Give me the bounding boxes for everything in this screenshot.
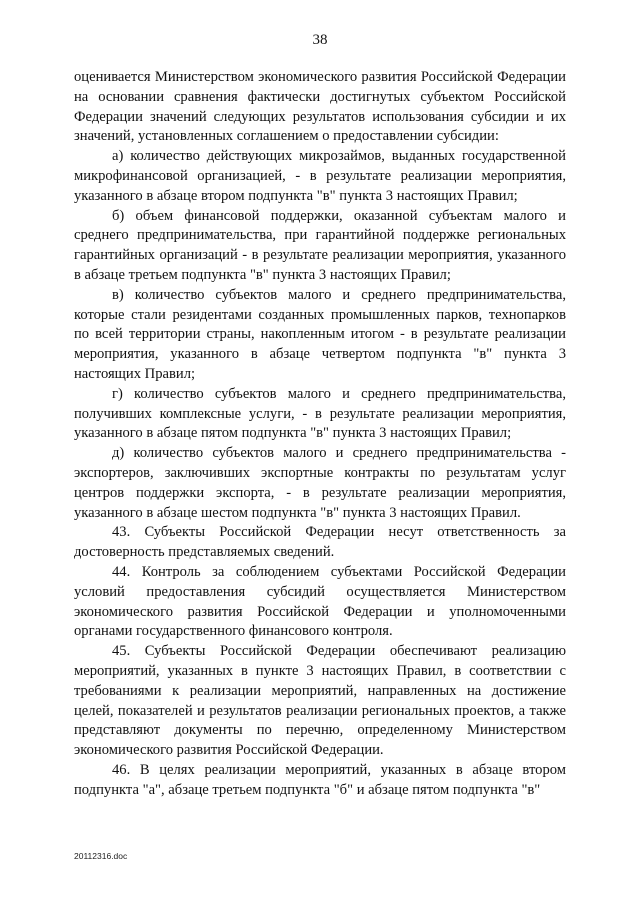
paragraph-clause-46: 46. В целях реализации мероприятий, указанных в абзаце втором подпункта "а", абзаце третьем подпункта "б" и абзаце пятом подпункта "в" <box>74 761 566 798</box>
document-body <box>74 68 566 800</box>
paragraph-item-a: а) количество действующих микрозаймов, выданных государственной микрофинансовой организацией, - в результате реализации мероприятия, указанного в абзаце втором подпункта "в" пункта 3 настоящих Правил; <box>74 148 566 204</box>
paragraph-item-d: д) количество субъектов малого и среднего предпринимательства - экспортеров, заключивших экспортные контракты по результатам услуг центров поддержки экспорта, - в результате реализации мероприятия, указанного в абзаце шестом подпункта "в" пункта 3 настоящих Правил. <box>74 445 566 521</box>
page-number: 38 <box>312 32 328 48</box>
paragraph-clause-43: 43. Субъекты Российской Федерации несут ответственность за достоверность представляемых сведений. <box>74 524 566 561</box>
file-name-footer: 20112316.doc <box>74 851 128 861</box>
paragraph-clause-45: 45. Субъекты Российской Федерации обеспечивают реализацию мероприятий, указанных в пункте 3 настоящих Правил, в соответствии с требованиями к реализации мероприятий, направленных на достижение целей, показателей и результатов реализации региональных проектов, а также представляют документы по перечню, определенному Министерством экономического развития Российской Федерации. <box>74 643 566 759</box>
paragraph-intro: оценивается Министерством экономического развития Российской Федерации на основании сравнения фактически достигнутых субъектом Российской Федерации значений следующих результатов использования субсидии и их значений, установленных соглашением о предоставлении субсидии: <box>74 69 566 145</box>
paragraph-item-v: в) количество субъектов малого и среднего предпринимательства, которые стали резидентами созданных промышленных парков, технопарков по всей территории страны, накопленным итогом - в результате реализации мероприятия, указанного в абзаце четвертом подпункта "в" пункта 3 настоящих Правил; <box>74 286 566 382</box>
paragraph-item-g: г) количество субъектов малого и среднего предпринимательства, получивших комплексные услуги, - в результате реализации мероприятия, указанного в абзаце пятом подпункта "в" пункта 3 настоящих Правил; <box>74 385 566 442</box>
paragraph-clause-44: 44. Контроль за соблюдением субъектами Российской Федерации условий предоставления субсидий осуществляется Министерством экономического развития Российской Федерации и уполномоченными органами государственного финансового контроля. <box>74 563 566 640</box>
paragraph-item-b: б) объем финансовой поддержки, оказанной субъектам малого и среднего предпринимательства, при гарантийной поддержке региональных гарантийных организаций - в результате реализации мероприятия, указанного в абзаце третьем подпункта "в" пункта 3 настоящих Правил; <box>74 207 566 283</box>
